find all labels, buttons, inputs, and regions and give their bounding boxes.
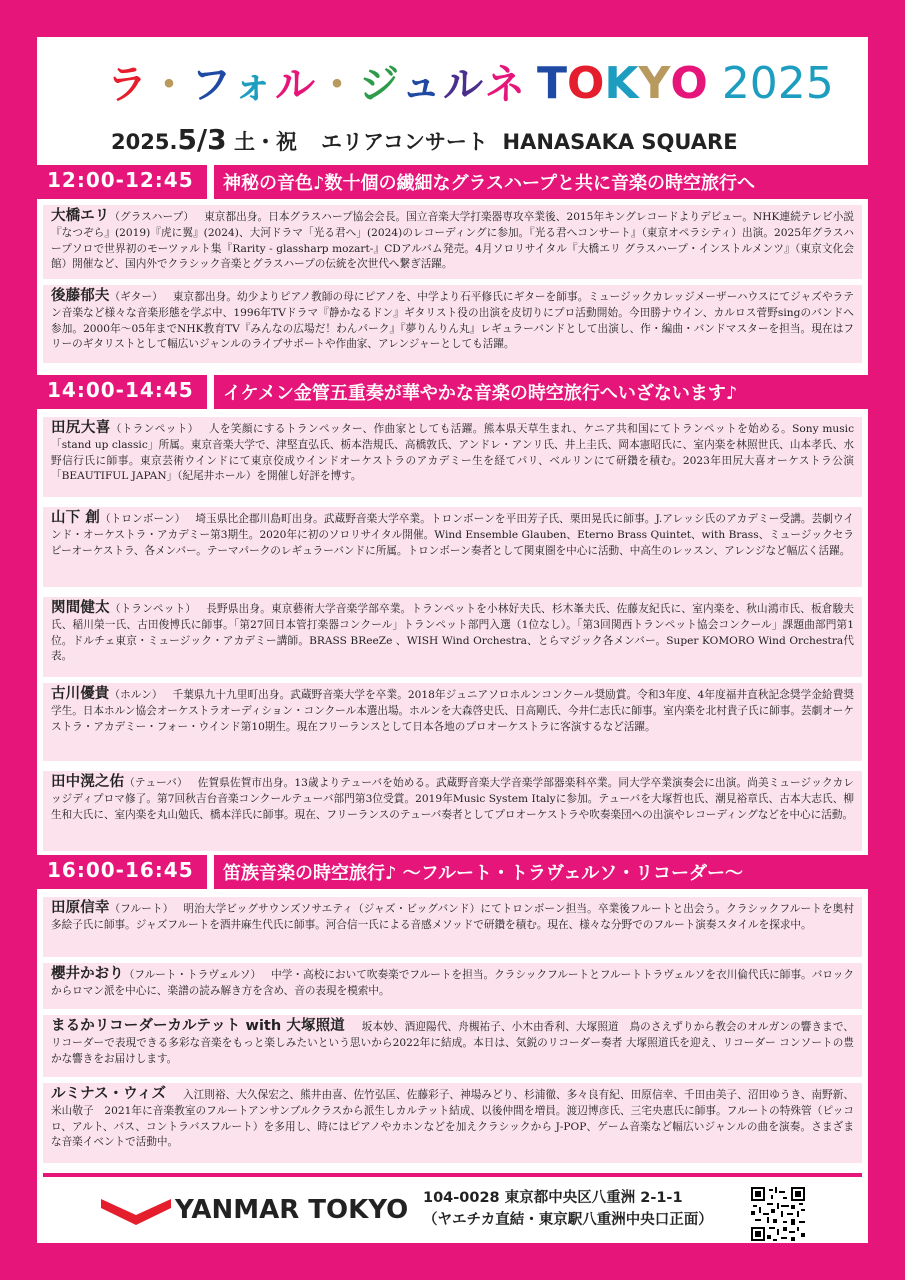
- performer-role: （トロンボーン）: [100, 513, 186, 525]
- performer-role: （グラスハープ）: [109, 211, 195, 223]
- date-slash: /: [196, 123, 208, 156]
- performer-name: ルミナス・ウィズ: [51, 1086, 167, 1102]
- logo-japanese: [107, 53, 527, 110]
- performer-block: [43, 285, 862, 363]
- performer-role: （トランペット）: [109, 603, 197, 615]
- flyer-sheet: [37, 37, 868, 1243]
- performer-block: [43, 507, 862, 587]
- performer-name: まるかリコーダーカルテット with 大塚照道: [51, 1018, 345, 1034]
- performer-bio: 人を笑顔にするトランペッター、作曲家としても活躍。熊本県天草生まれ、ケニア共和国にてトランペットを始める。Sony music「stand up classic」所属。東京音楽大学で、津堅直弘氏、栃本浩規氏、高橋敦氏、アンドレ・アンリ氏、井上圭氏、岡本憲昭氏に、室内楽を林照世氏、山本孝氏、水野信行氏に師事。東京芸術ウインドにて東京佼成ウインドオーケストラのアカデミー生を経てパリ、ベルリンにて研鑽を積む。2023年田尻大喜オーケストラ公演「BEAUTIFUL JAPAN」（紀尾井ホール）を開催し好評を博す。: [51, 423, 855, 483]
- logo-char: ・: [317, 62, 359, 108]
- performer-block: [43, 597, 862, 677]
- date-weekday: 土・祝: [233, 130, 297, 154]
- performer-block: [43, 417, 862, 497]
- session-time: 12:00-12:45: [47, 168, 194, 192]
- logo-char: ル: [443, 62, 485, 108]
- date-day: 3: [207, 123, 227, 156]
- footer-divider: [43, 1173, 862, 1177]
- performer-name: 櫻井かおり: [51, 966, 124, 982]
- logo-char: O: [670, 58, 708, 109]
- logo-tokyo: [537, 58, 708, 109]
- performer-block: [43, 771, 862, 851]
- performer-block: [43, 205, 862, 279]
- performer-name: 関間健太: [51, 600, 110, 616]
- performer-bio: 佐賀県佐賀市出身。13歳よりテューバを始める。武蔵野音楽大学音楽学部器楽科卒業。同大学卒業演奏会に出演。尚美ミュージックカレッジディプロマ修了。第7回秋吉台音楽コンクールテューバ部門第3位受賞。2019年Music System Italyに参加。テューバを大塚哲也氏、潮見裕章氏、古本大志氏、柳生和大氏に、室内楽を丸山勉氏、橋本洋氏に師事。現在、フリーランスのテューバ奏者としてプロオーケストラや吹奏楽団への出演やレコーディングなどを中心に活動。: [51, 777, 855, 821]
- logo-char: O: [567, 58, 605, 109]
- session-bar: [37, 165, 868, 199]
- session-title: 神秘の音色♪数十個の繊細なグラスハープと共に音楽の時空旅行へ: [223, 173, 756, 194]
- event-dateline: [111, 123, 738, 156]
- company-name: YANMAR TOKYO: [175, 1195, 409, 1225]
- performer-bio: 東京都出身。幼少よりピアノ教師の母にピアノを、中学より石平修氏にギターを師事。ミュージックカレッジメーザーハウスにてジャズやラテン音楽など様々な音楽形態を学ぶ中、1996年TVドラマ『静かなるドン』ギタリスト役の出演を皮切りにプロ活動開始。今田勝ナウイン、カルロス菅野singのバンドへ参加。2000年～05年までNHK教育TV『みんなの広場だ！わんパーク』『夢りんりん丸』レギュラーバンドとして出演し、作・編曲・バンドマスターを担当。現在はフリーのギタリストとして幅広いジャンルのライブサポートや作曲家、アレンジャーとしても活躍。: [51, 291, 854, 351]
- performer-name: 田尻大喜: [51, 420, 111, 436]
- logo-year: 2025: [721, 58, 834, 109]
- performer-role: （フルート・トラヴェルソ）: [123, 969, 262, 981]
- session-bar: [37, 855, 868, 889]
- venue-name: HANASAKA SQUARE: [502, 130, 738, 154]
- logo-char: ・: [149, 62, 191, 108]
- performer-name: 大橋エリ: [51, 208, 110, 224]
- bar-divider: [207, 165, 214, 199]
- bar-divider: [207, 375, 214, 409]
- session-title: 笛族音楽の時空旅行♪ 〜フルート・トラヴェルソ・リコーダー〜: [223, 863, 743, 884]
- performer-block: [43, 897, 862, 957]
- performer-bio: 中学・高校において吹奏楽でフルートを担当。クラシックフルートとフルートトラヴェルソを衣川倫代氏に師事。バロックからロマン派を中心に、楽譜の読み解き方を含め、音の表現を模索中。: [51, 969, 855, 997]
- venue-address: [423, 1187, 713, 1231]
- performer-name: 後藤郁夫: [51, 288, 110, 304]
- performer-block: [43, 683, 862, 761]
- date-month: 5: [177, 123, 197, 156]
- qr-code-icon[interactable]: [751, 1187, 805, 1241]
- logo-char: ジ: [359, 62, 401, 108]
- address-line-2: （ヤエチカ直結・東京駅八重洲中央口正面）: [423, 1212, 713, 1228]
- performer-role: （テューバ）: [124, 777, 188, 789]
- logo-char: T: [537, 58, 568, 109]
- performer-bio: 坂本妙、酒迎陽代、舟槻祐子、小木由香利、大塚照道 鳥のさえずりから教会のオルガンの響きまで、リコーダーで表現できる多彩な音楽をもっと楽しみたいという思いから2022年に結成。本日は、気鋭のリコーダー奏者 大塚照道氏を迎え、リコーダー コンソートの豊かな響きをお届けします。: [51, 1021, 854, 1065]
- performer-bio: 長野県出身。東京藝術大学音楽学部卒業。トランペットを小林好夫氏、杉木峯夫氏、佐藤友紀氏に、室内楽を、秋山鴻市氏、板倉駿夫氏、稲川榮一氏、古田俊博氏に師事。「第27回日本管打楽器コンクール」トランペット部門入選（1位なし）。「第3回関西トランペット協会コンクール」課題曲部門第1位。ドルチェ東京・ミュージック・アカデミー講師。BRASS BReeZe 、WISH Wind Orchestra、とらマジック各メンバー。Super KOMORO Wind Orchestra代表。: [51, 603, 855, 663]
- performer-role: （トランペット）: [110, 423, 199, 435]
- performer-name: 田原信幸: [51, 900, 110, 916]
- session-bar: [37, 375, 868, 409]
- performer-bio: 埼玉県比企郡川島町出身。武蔵野音楽大学卒業。トロンボーンを平田芳子氏、栗田晃氏に師事。J.アレッシ氏のアカデミー受講。芸劇ウインド・オーケストラ・アカデミー第3期生。2020年に初のソロリサイタル開催。Wind Ensemble Glauben、Eterno Brass Quintet、with Brass、ミュージックセラピーオーケストラ、各メンバー。テーマパークのレギュラーバンドに所属。トロンボーン奏者として関東圏を中心に活動、中高生のレッスン、アレンジなど幅広く活躍。: [51, 513, 854, 557]
- performer-role: （ギター）: [109, 291, 163, 303]
- session-title: イケメン金管五重奏が華やかな音楽の時空旅行へいざないます♪: [223, 383, 738, 404]
- performer-name: 山下 創: [51, 510, 100, 526]
- logo-char: ル: [275, 62, 317, 108]
- performer-name: 古川優貴: [51, 686, 110, 702]
- performer-block: [43, 963, 862, 1009]
- performer-name: 田中滉之佑: [51, 774, 125, 790]
- performer-role: （ホルン）: [109, 689, 163, 701]
- logo-char: K: [604, 58, 639, 109]
- performer-role: （フルート）: [109, 903, 174, 915]
- logo-char: Y: [638, 58, 671, 109]
- festival-logo: [107, 53, 834, 109]
- logo-char: フ: [191, 62, 233, 108]
- session-time: 14:00-14:45: [47, 378, 194, 402]
- logo-char: ォ: [233, 62, 275, 108]
- bar-divider: [207, 855, 214, 889]
- logo-char: ネ: [485, 62, 527, 108]
- logo-char: ュ: [401, 62, 443, 108]
- date-year: 2025.: [111, 130, 178, 154]
- address-line-1: 104-0028 東京都中央区八重洲 2-1-1: [423, 1190, 683, 1206]
- logo-char: ラ: [107, 62, 149, 108]
- session-time: 16:00-16:45: [47, 858, 194, 882]
- performer-bio: 千葉県九十九里町出身。武蔵野音楽大学を卒業。2018年ジュニアソロホルンコンクール奨励賞。令和3年度、4年度福井直秋記念奨学金給費奨学生。日本ホルン協会オーケストラオーディション・コンクール本選出場。ホルンを大森啓史氏、日高剛氏、今井仁志氏に師事。室内楽を北村貴子氏に師事。芸劇オーケストラ・アカデミー・フォー・ウインド第10期生。現在フリーランスとして日本各地のプロオーケストラに客演するなど活躍。: [51, 689, 854, 733]
- performer-bio: 入江則裕、大久保宏之、熊井由喜、佐竹弘匡、佐藤彩子、神場みどり、杉浦徹、多々良有紀、田原信幸、千田由美子、沼田ゆうき、南野新、米山敬子 2021年に音楽教室のフルートアンサンブルクラスから派生しカルテット結成、以後仲間を増員。渡辺博彦氏、三宅央恵氏に師事。フルートの特殊管（ピッコロ、アルト、バス、コントラバスフルート）を多用し、時にはピアノやカホンなどを加えクラシックから J-POP、ゲーム音楽など幅広いジャンルの曲を演奏。さまざまな音楽イベントで活動中。: [51, 1089, 854, 1149]
- performer-bio: 東京都出身。日本グラスハープ協会会長。国立音楽大学打楽器専攻卒業後、2015年キングレコードよりデビュー。NHK連続テレビ小説『なつぞら』(2019)『虎に翼』(2024)、大河ドラマ「光る君へ」(2024)のレコーディングに参加。『光る君へコンサート』（東京オペラシティ）出演。2025年グラスハープソロで世界初のモーツァルト集『Rarity - glassharp mozart-』CDアルバム発売。4月ソロリサイタル『大橋エリ グラスハープ・インストルメンツ』（東京文化会館）開催など、国内外でクラシック音楽とグラスハープの伝統を次世代へ繋ぎ活躍。: [51, 211, 855, 271]
- yanmar-logo-icon: [101, 1197, 171, 1227]
- performer-block: [43, 1015, 862, 1077]
- event-name: エリアコンサート: [320, 130, 488, 154]
- performer-block: [43, 1083, 862, 1163]
- performer-bio: 明治大学ビッグサウンズソサエティ（ジャズ・ビッグバンド）にてトロンボーン担当。卒業後フルートと出会う。クラシックフルートを奥村多絵子氏に師事。ジャズフルートを酒井麻生代氏に師事。河合信一氏による音感メソッドで研鑽を積む。現在、様々な分野でのフルート演奏スタイルを探求中。: [51, 903, 854, 931]
